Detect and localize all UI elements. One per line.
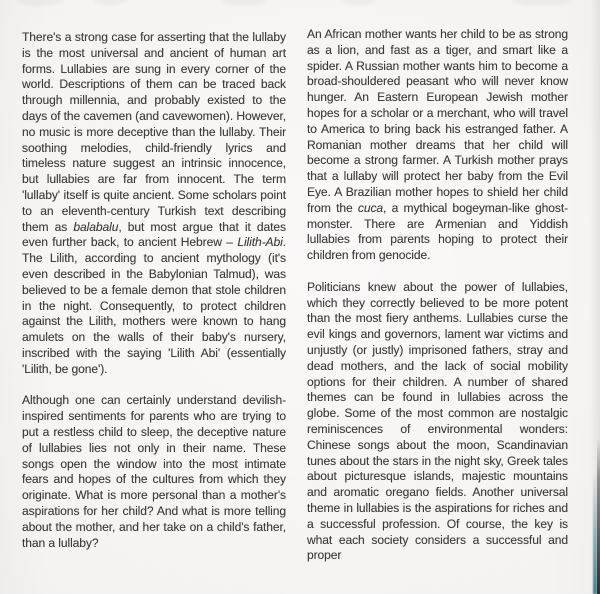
scan-artifact	[94, 0, 126, 5]
text-column-right	[307, 27, 568, 564]
scan-artifact	[342, 0, 376, 5]
scan-artifact	[222, 0, 268, 6]
text-run: Politicians knew about the power of lullabies, which they correctly believed to be more potent than the most fiery anthems. Lullabies curse the evil kings and governors, lament war victims and unjustly (or justly) imprisoned fathers, stray and dead mothers, and the lack of social mobility options for their children. A number of shared themes can be found in lullabies across the globe. Some of the most common are nostalgic reminiscences of environmental wonders: Chinese songs about the moon, Scandinavian tunes about the stars in the night sky, Greek tales about picturesque islands, majestic mountains and aromatic oregano fields. Another universal theme in lullabies is the aspirations for riches and a successful profession. Of course, the key is what each society considers a successful and proper	[307, 279, 568, 563]
paragraph	[307, 280, 568, 564]
paragraph	[307, 27, 568, 264]
text-run: An African mother wants her child to be as strong as a lion, and fast as a tiger, and smart like a spider. A Russian mother wants him to become a broad-shouldered peasant who will never know hunger. An Eastern European Jewish mother hopes for a scholar or a merchant, who will travel to America to bring back his estranged father. A Romanian mother dreams that her child will become a strong farmer. A Turkish mother prays that a lullaby will protect her baby from the Evil Eye. A Brazilian mother hopes to shield her child from the	[307, 27, 568, 215]
scan-artifact	[18, 0, 62, 6]
text-run: , a mythical bogeyman-like ghost-monster. There are Armenian and Yiddish lullabies from parents hoping to protect their children from genocide.	[307, 200, 569, 263]
text-run: , but most argue that it dates even further back, to ancient Hebrew –	[22, 219, 286, 250]
paragraph	[22, 30, 286, 378]
italic-term: Lilith-Abi	[237, 235, 283, 250]
scan-artifact	[512, 0, 572, 6]
text-run: Although one can certainly understand devilish-inspired sentiments for parents who are trying to put a restless child to sleep, the deceptive nature of lullabies lies not only in their name. These songs open the window into the most intimate fears and hopes of the cultures from which they originate. What is more personal than a mother's aspirations for her child? And what is more telling about the mother, and her take on a child's father, than a lullaby?	[22, 393, 286, 550]
italic-term: balabalu	[73, 219, 119, 234]
italic-term: cuca	[357, 200, 384, 215]
text-run: . The Lilith, according to ancient mythology (it's even described in the Babylonian Talmud), was believed to be a female demon that stole children in the night. Consequently, to protect children against the Lilith, mothers were known to hang amulets on the walls of their baby's nursery, inscribed with the saying 'Lilith Abi' (essentially 'Lilith, be gone').	[22, 235, 286, 376]
paragraph	[22, 393, 286, 551]
text-run: There's a strong case for asserting that the lullaby is the most universal and ancient of human art forms. Lullabies are sung in every corner of the world. Descriptions of them can be traced back through millennia, and probably existed to the days of the cavemen (and cavewomen). However, no music is more deceptive than the lullaby. Their soothing melodies, child-friendly lyrics and timeless nature suggest an intrinsic innocence, but lullabies are far from innocent. The term 'lullaby' itself is quite ancient. Some scholars point to an eleventh-century Turkish text describing them as	[22, 30, 286, 234]
text-column-left	[22, 30, 286, 551]
